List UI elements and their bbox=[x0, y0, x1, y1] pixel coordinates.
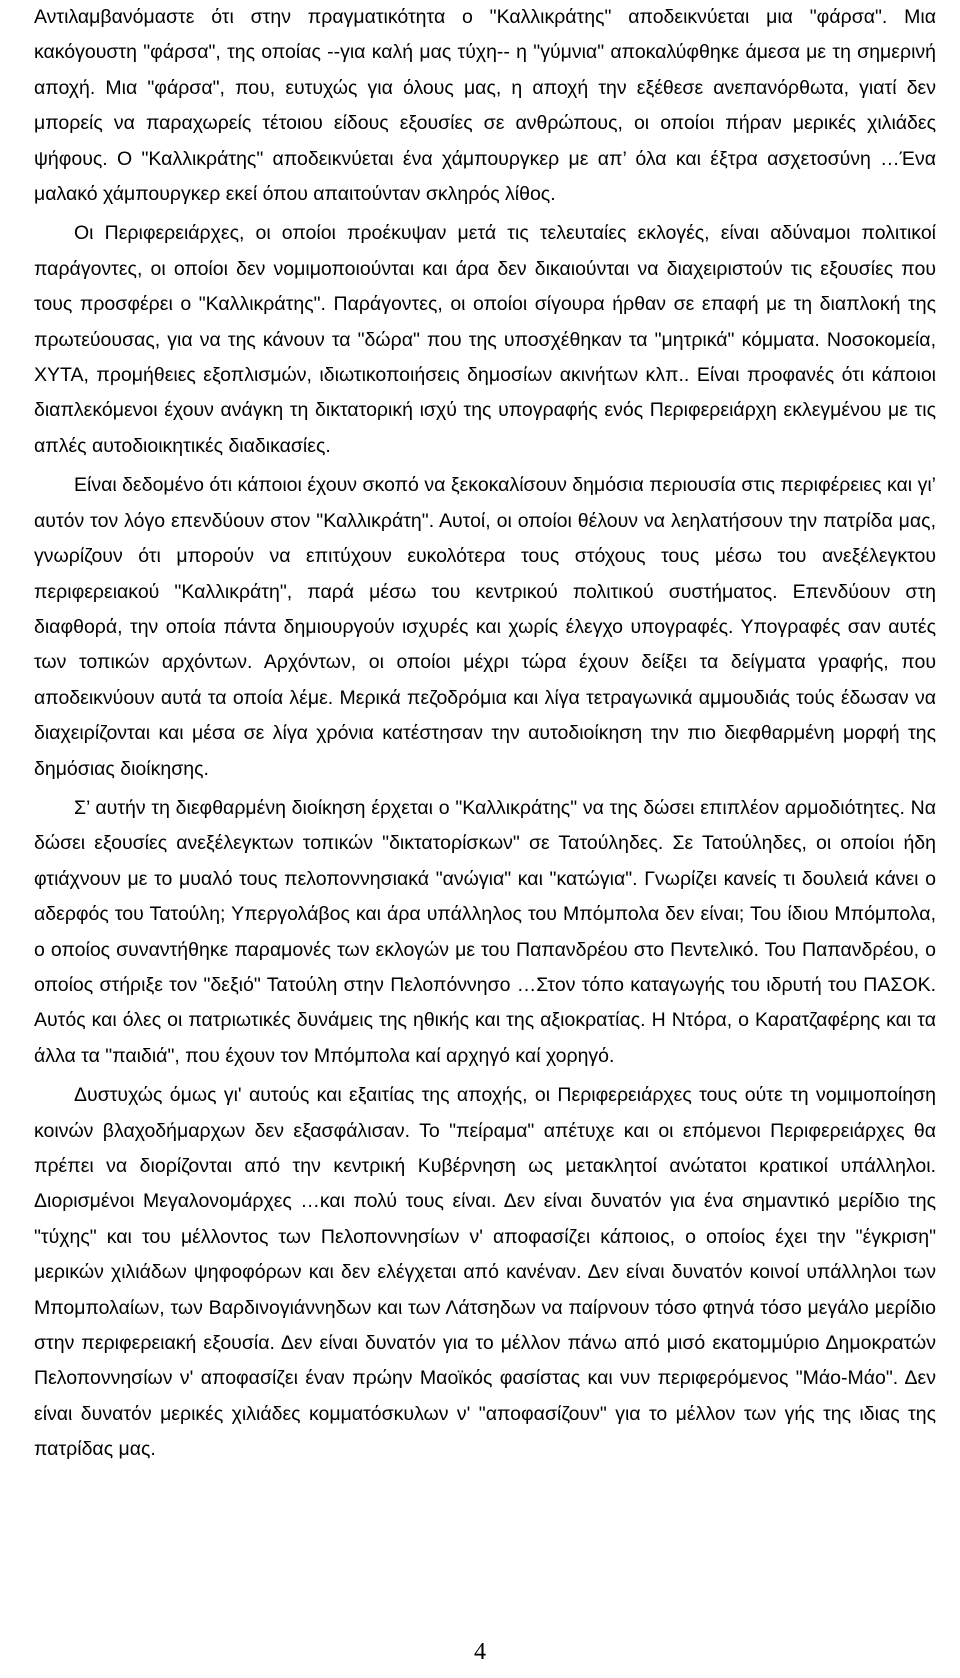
body-paragraph: Αντιλαμβανόμαστε ότι στην πραγματικότητα ο "Καλλικράτης" αποδεικνύεται μια "φάρσα". Μια κακόγουστη "φάρσα", της οποίας --για καλή μας τύχη-- η "γύμνια" αποκαλύφθηκε άμεσα με τη σημερινή αποχή. Μια "φάρσα", που, ευτυχώς για όλους μας, η αποχή την εξέθεσε ανεπανόρθωτα, γιατί δεν μπορείς να παραχωρείς τέτοιου είδους εξουσίες σε ανθρώπους, οι οποίοι πήραν μερικές χιλιάδες ψήφους. Ο "Καλλικράτης" αποδεικνύεται ένα χάμπουργκερ με απ’ όλα και έξτρα ασχετοσύνη …Ένα μαλακό χάμπουργκερ εκεί όπου απαιτούνταν σκληρός λίθος. bbox=[34, 6, 936, 206]
body-paragraph: Οι Περιφερειάρχες, οι οποίοι προέκυψαν μετά τις τελευταίες εκλογές, είναι αδύναμοι πολιτικοί παράγοντες, οι οποίοι δεν νομιμοποιούνται και άρα δεν δικαιούνται να διαχειριστούν τις εξουσίες που τους προσφέρει ο "Καλλικράτης". Παράγοντες, οι οποίοι σίγουρα ήρθαν σε επαφή με τη διαπλοκή της πρωτεύουσας, για να της κάνουν τα "δώρα" που της υποσχέθηκαν τα "μητρικά" κόμματα. Νοσοκομεία, ΧΥΤΑ, προμήθειες εξοπλισμών, ιδιωτικοποιήσεις δημοσίων ακινήτων κλπ.. Είναι προφανές ότι κάποιοι διαπλεκόμενοι έχουν ανάγκη τη δικτατορική ισχύ της υπογραφής ενός Περιφερειάρχη εκλεγμένου με τις απλές αυτοδιοικητικές διαδικασίες. bbox=[34, 222, 936, 457]
document-page bbox=[34, 0, 936, 1468]
body-paragraph: Σ’ αυτήν τη διεφθαρμένη διοίκηση έρχεται ο "Καλλικράτης" να της δώσει επιπλέον αρμοδιότητες. Να δώσει εξουσίες ανεξέλεγκτων τοπικών "δικτατορίσκων" σε Τατούληδες. Σε Τατούληδες, οι οποίοι ήδη φτιάχνουν με το μυαλό τους πελοποννησιακά "ανώγια" και "κατώγια". Γνωρίζει κανείς τι δουλειά κάνει ο αδερφός του Τατούλη; Υπεργολάβος και άρα υπάλληλος του Μπόμπολα δεν είναι; Του ίδιου Μπόμπολα, ο οποίος συναντήθηκε παραμονές των εκλογών με του Παπανδρέου στο Πεντελικό. Του Παπανδρέου, ο οποίος στήριξε τον "δεξιό" Τατούλη στην Πελοπόννησο …Στον τόπο καταγωγής του ιδρυτή του ΠΑΣΟΚ. Αυτός και όλες οι πατριωτικές δυνάμεις της ηθικής και της αξιοκρατίας. Η Ντόρα, ο Καρατζαφέρης και τα άλλα τα "παιδιά", που έχουν τον Μπόμπολα καί αρχηγό καί χορηγό. bbox=[34, 796, 936, 1067]
page-number: 4 bbox=[474, 1639, 486, 1665]
body-paragraph: Είναι δεδομένο ότι κάποιοι έχουν σκοπό να ξεκοκαλίσουν δημόσια περιουσία στις περιφέρειες και γι’ αυτόν τον λόγο επενδύουν στον "Καλλικράτη". Αυτοί, οι οποίοι θέλουν να λεηλατήσουν την πατρίδα μας, γνωρίζουν ότι μπορούν να επιτύχουν ευκολότερα τους στόχους τους μέσω του ανεξέλεγκτου περιφερειακού "Καλλικράτη", παρά μέσω του κεντρικού πολιτικού συστήματος. Επενδύουν στη διαφθορά, την οποία πάντα δημιουργούν ισχυρές και χωρίς έλεγχο υπογραφές. Υπογραφές σαν αυτές των τοπικών αρχόντων. Αρχόντων, οι οποίοι μέχρι τώρα έχουν δείξει τα δείγματα γραφής, που αποδεικνύουν αυτά τα οποία λέμε. Μερικά πεζοδρόμια και λίγα τετραγωνικά αμμουδιάς τούς έδωσαν να διαχειρίζονται και μέσα σε λίγα χρόνια κατέστησαν την αυτοδιοίκηση την πιο διεφθαρμένη μορφή της δημόσιας διοίκησης. bbox=[34, 474, 936, 780]
body-paragraph: Δυστυχώς όμως γι' αυτούς και εξαιτίας της αποχής, οι Περιφερειάρχες τους ούτε τη νομιμοποίηση κοινών βλαχοδήμαρχων δεν εξασφάλισαν. Το "πείραμα" απέτυχε και οι επόμενοι Περιφερειάρχες θα πρέπει να διορίζονται από την κεντρική Κυβέρνηση ως μετακλητοί ανώτατοι κρατικοί υπάλληλοι. Διορισμένοι Μεγαλονομάρχες …και πολύ τους είναι. Δεν είναι δυνατόν για ένα σημαντικό μερίδιο της "τύχης" και του μέλλοντος των Πελοποννησίων ν' αποφασίζει κάποιος, ο οποίος έχει την "έγκριση" μερικών χιλιάδων ψηφοφόρων και δεν ελέγχεται από κανέναν. Δεν είναι δυνατόν κοινοί υπάλληλοι των Μπομπολαίων, των Βαρδινογιάννηδων και των Λάτσηδων να παίρνουν τόσο φτηνά τόσο μεγάλο μερίδιο στην περιφερειακή εξουσία. Δεν είναι δυνατόν για το μέλλον πάνω από μισό εκατομμύριο Δημοκρατών Πελοποννησίων ν' αποφασίζει έναν πρώην Μαοϊκός φασίστας και νυν περιφερόμενος "Μάο-Μάο". Δεν είναι δυνατόν μερικές χιλιάδες κομματόσκυλων ν' "αποφασίζουν" για το μέλλον των γής της ιδιας της πατρίδας μας. bbox=[34, 1084, 936, 1461]
